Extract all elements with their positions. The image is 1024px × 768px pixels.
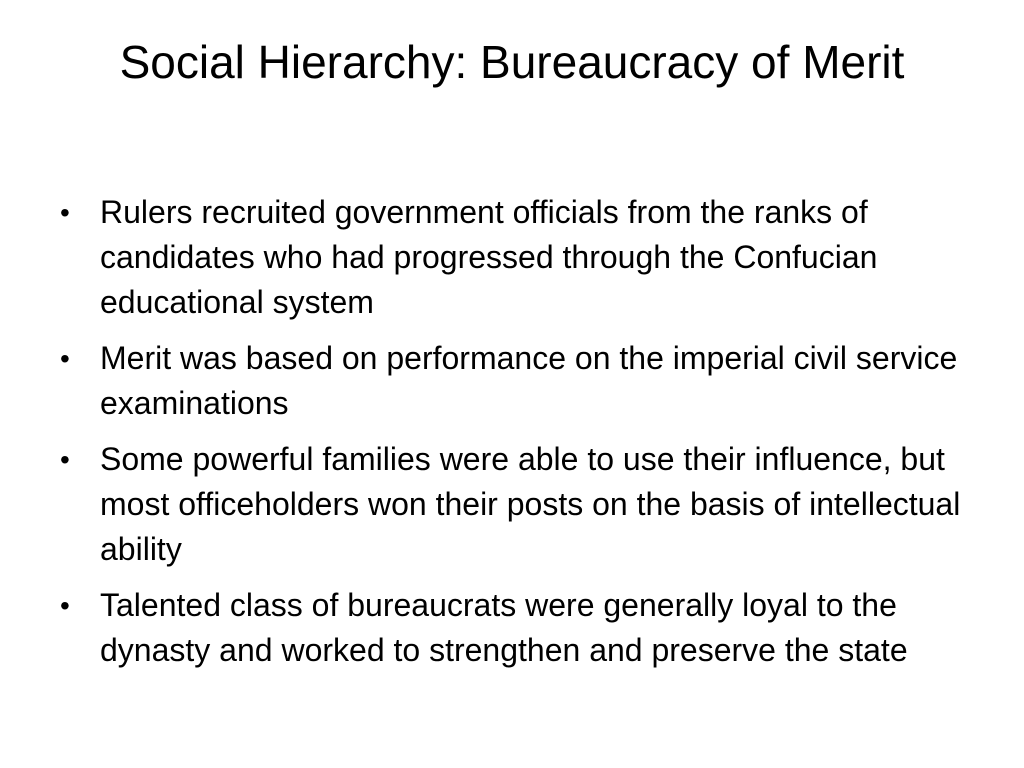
slide-title: Social Hierarchy: Bureaucracy of Merit bbox=[119, 36, 905, 88]
bullet-item bbox=[56, 190, 976, 325]
bullet-icon: • bbox=[60, 197, 70, 228]
bullet-icon: • bbox=[60, 343, 70, 374]
bullet-text: Some powerful families were able to use their influence, but most officeholders won their posts on the basis of intellectual ability bbox=[100, 441, 961, 567]
bullet-list bbox=[56, 190, 976, 684]
bullet-text: Talented class of bureaucrats were generally loyal to the dynasty and worked to strengthen and preserve the state bbox=[100, 587, 908, 668]
bullet-item bbox=[56, 336, 976, 426]
bullet-icon: • bbox=[60, 590, 70, 621]
bullet-icon: • bbox=[60, 444, 70, 475]
bullet-item bbox=[56, 583, 976, 673]
bullet-item bbox=[56, 437, 976, 572]
bullet-text: Merit was based on performance on the imperial civil service examinations bbox=[100, 340, 958, 421]
bullet-text: Rulers recruited government officials from the ranks of candidates who had progressed through the Confucian educational system bbox=[100, 194, 878, 320]
